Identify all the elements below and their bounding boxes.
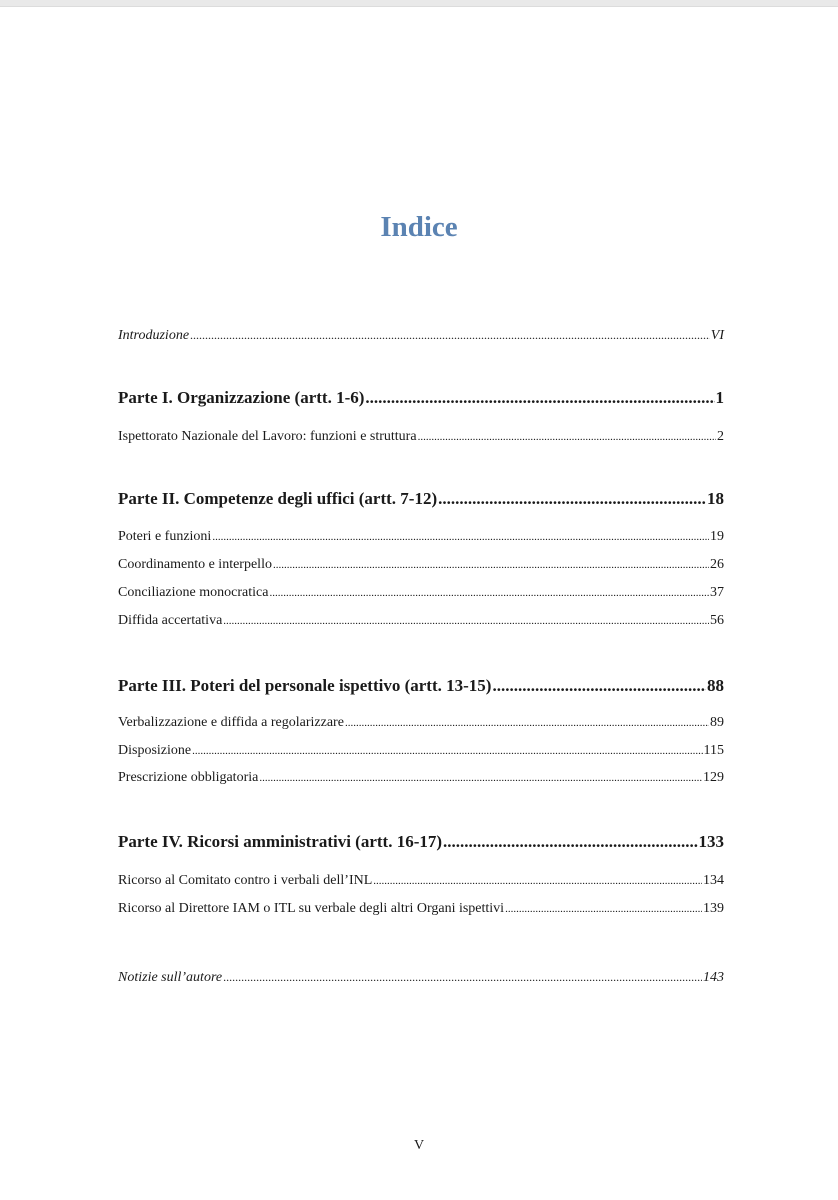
toc-entry-page: 19 — [710, 529, 724, 544]
toc-part-2[interactable] — [118, 487, 724, 511]
toc-part-label: Parte I. Organizzazione (artt. 1-6) — [118, 388, 365, 407]
toc-leader-dots — [269, 583, 709, 603]
toc-entry[interactable] — [118, 713, 724, 733]
toc-entry-page: 26 — [710, 557, 724, 572]
toc-leader-dots — [443, 830, 697, 854]
toc-leader-dots — [345, 713, 709, 733]
toc-entry-label: Notizie sull’autore — [118, 970, 223, 985]
toc-part-4[interactable] — [118, 830, 724, 854]
toc-part-label: Parte IV. Ricorsi amministrativi (artt. 16-17) — [118, 832, 443, 851]
toc-entry[interactable] — [118, 555, 724, 575]
toc-entry-label: Introduzione — [118, 328, 190, 343]
toc-entry-page: 2 — [717, 429, 724, 444]
toc-part-1[interactable] — [118, 386, 724, 410]
toc-entry-label: Disposizione — [118, 743, 192, 758]
toc-leader-dots — [492, 674, 706, 698]
toc-entry-page: 134 — [703, 873, 724, 888]
toc-leader-dots — [192, 741, 702, 761]
toc-entry-label: Coordinamento e interpello — [118, 557, 272, 572]
toc-entry-label: Ricorso al Direttore IAM o ITL su verbale degli altri Organi ispettivi — [118, 901, 505, 916]
toc-entry[interactable] — [118, 768, 724, 788]
toc-leader-dots — [223, 611, 709, 631]
toc-entry[interactable] — [118, 871, 724, 891]
toc-entry-label: Ispettorato Nazionale del Lavoro: funzioni e struttura — [118, 429, 417, 444]
toc-entry-page: 37 — [710, 585, 724, 600]
toc-entry-label: Verbalizzazione e diffida a regolarizzare — [118, 715, 344, 730]
toc-leader-dots — [190, 325, 710, 346]
toc-entry-page: 143 — [703, 970, 724, 985]
toc-entry[interactable] — [118, 741, 724, 761]
page-number: V — [413, 1138, 425, 1153]
toc-entry-notizie[interactable] — [118, 967, 724, 987]
toc-part-3[interactable] — [118, 674, 724, 698]
toc-part-page: 133 — [698, 832, 724, 851]
toc-part-page: 1 — [715, 388, 724, 407]
toc-entry-page: VI — [710, 328, 724, 343]
toc-entry-label: Poteri e funzioni — [118, 529, 212, 544]
toc-leader-dots — [418, 427, 716, 447]
toc-entry[interactable] — [118, 583, 724, 603]
toc-entry-page: 89 — [710, 715, 724, 730]
toc-entry[interactable] — [118, 899, 724, 919]
toc-leader-dots — [438, 487, 706, 511]
page-title: Indice — [380, 211, 458, 243]
page-top-edge — [0, 0, 838, 7]
toc-part-page: 18 — [707, 489, 724, 508]
toc-entry-page: 115 — [703, 743, 724, 758]
toc-leader-dots — [223, 967, 702, 988]
toc-entry-page: 56 — [710, 613, 724, 628]
toc-entry-label: Prescrizione obbligatoria — [118, 770, 259, 785]
toc-leader-dots — [373, 871, 702, 891]
toc-part-label: Parte III. Poteri del personale ispettivo (artt. 13-15) — [118, 676, 492, 695]
toc-part-page: 88 — [707, 676, 724, 695]
toc-leader-dots — [212, 527, 709, 547]
toc-entry-page: 139 — [703, 901, 724, 916]
toc-entry-introduzione[interactable] — [118, 325, 724, 345]
toc-entry-label: Ricorso al Comitato contro i verbali dell’INL — [118, 873, 373, 888]
toc-part-label: Parte II. Competenze degli uffici (artt. 7-12) — [118, 489, 438, 508]
toc-leader-dots — [505, 899, 702, 919]
toc-leader-dots — [273, 555, 709, 575]
toc-entry-label: Diffida accertativa — [118, 613, 223, 628]
toc-entry[interactable] — [118, 611, 724, 631]
toc-entry[interactable] — [118, 427, 724, 447]
toc-entry-page: 129 — [703, 770, 724, 785]
toc-entry[interactable] — [118, 527, 724, 547]
toc-leader-dots — [365, 386, 714, 410]
toc-leader-dots — [259, 768, 702, 788]
toc-entry-label: Conciliazione monocratica — [118, 585, 269, 600]
